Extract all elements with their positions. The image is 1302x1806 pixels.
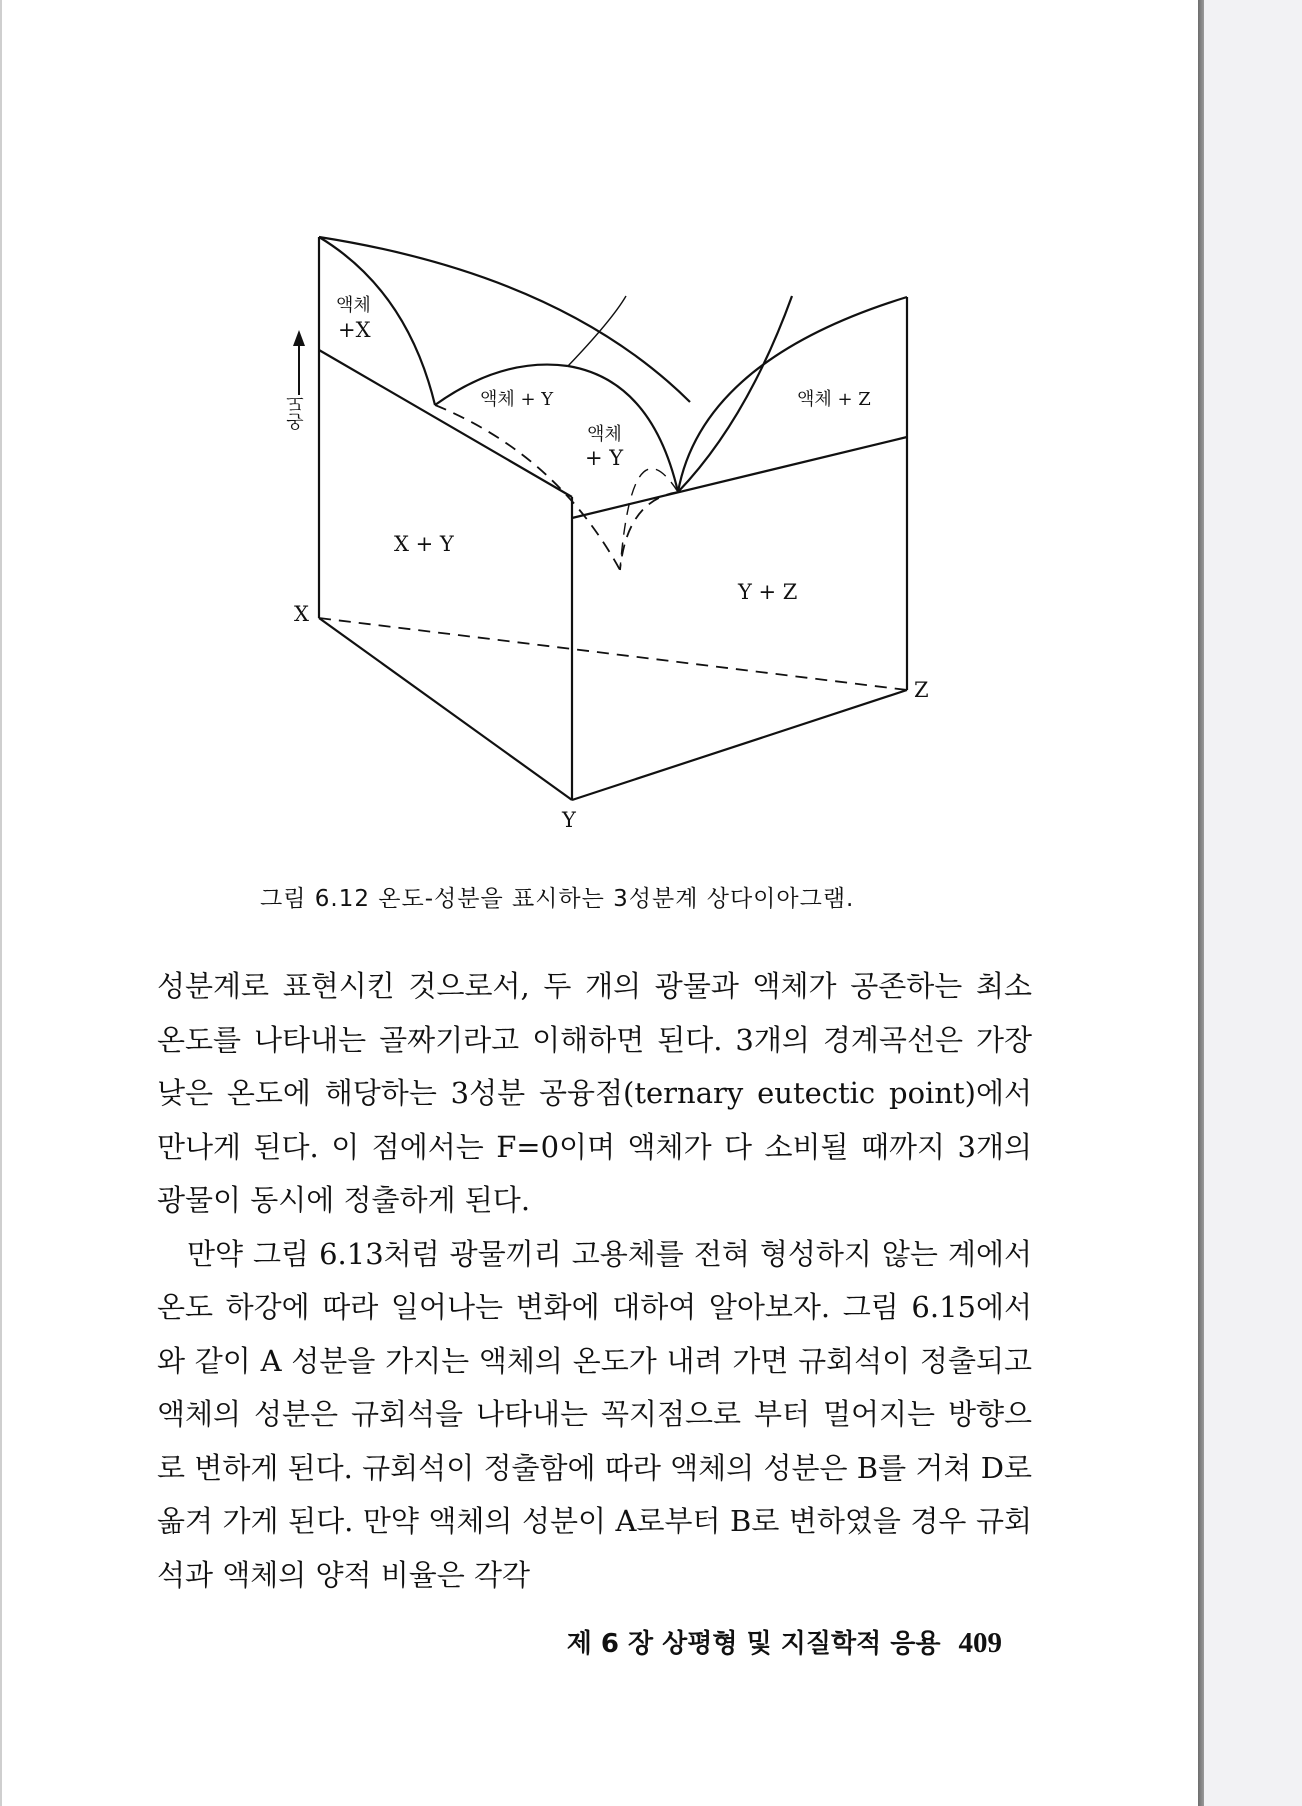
figure-caption: 그림 6.12 온도-성분을 표시하는 3성분계 상다이아그램. [260,886,855,912]
label-liquid-y-mid-bottom: + Y [585,446,624,470]
ternary-phase-diagram [2,0,1207,864]
liquidus-x-curve [319,237,435,405]
eutectic-line-xy [319,350,572,497]
liquidus-back-edge [319,237,690,402]
liquidus-z-curve [678,297,907,492]
label-liquid-x-top: 액체 [336,295,371,316]
vertex-z-label: Z [914,678,929,702]
paragraph: 만약 그림 6.13처럼 광물끼리 고용체를 전혀 형성하지 않는 계에서 온도 하강에 따라 일어나는 변화에 대하여 알아보자. 그림 6.15에서와 같이 A 성분을 가지는 액체의 온도가 내려 가면 규회석이 정출되고 액체의 성분은 규회석을 나타내는 꼭지점으로 부터 멀어지는 방향으로 변하게 된다. 규회석이 정출함에 따라 액체의 성분은 B를 거쳐 D로 옮겨 가게 된다. 만약 액체의 성분이 A로부터 B로 변하였을 경우 규회석과 액체의 양적 비율은 각각 [157,1236,1032,1592]
vertex-y-label: Y [562,808,576,832]
temperature-arrow-head [293,330,305,346]
label-liquid-y-top: 액체 + Y [480,389,554,410]
background-margin [1204,0,1302,1806]
base-edge-xz-hidden [319,618,907,690]
base-edge-yz [572,690,907,800]
temperature-axis-label: 온도 [286,395,307,431]
cotectic-yz-curve [678,296,792,492]
page-number: 409 [958,1627,1002,1659]
label-liquid-z: 액체 + Z [797,389,871,410]
paragraph: 성분계로 표현시킨 것으로서, 두 개의 광물과 액체가 공존하는 최소 온도를 나타내는 골짜기라고 이해하면 된다. 3개의 경계곡선은 가장 낮은 온도에 해당하는 3성분 공융점(ternary eutectic point)에서 만나게 된다. 이 점에서는 F=0이며 액체가 다 소비될 때까지 3개의 광물이 동시에 정출하게 된다. [157,969,1032,1217]
label-y-plus-z: Y + Z [738,580,798,604]
label-liquid-x-bottom: +X [338,318,371,342]
base-edge-xy [319,618,572,800]
body-text [157,960,1032,1602]
page-footer [2,1623,1002,1660]
cotectic-xz-hidden [620,469,678,570]
label-liquid-y-mid-top: 액체 [587,424,622,445]
label-x-plus-y: X + Y [394,532,454,556]
chapter-title: 제 6 장 상평형 및 지질학적 응용 [566,1629,941,1659]
vertex-x-label: X [294,602,309,626]
